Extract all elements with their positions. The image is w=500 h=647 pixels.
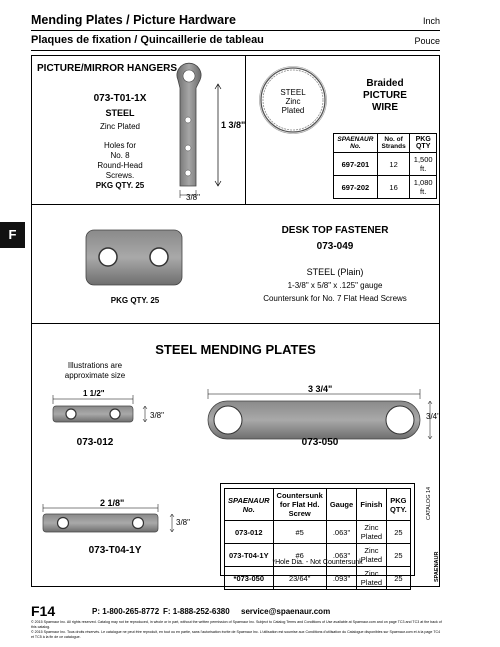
- mending-table: [224, 488, 411, 590]
- mending-cell: .063": [326, 521, 356, 544]
- table-row: [334, 176, 437, 199]
- wire-cell: 16: [377, 176, 410, 199]
- hangers-material: STEEL: [105, 108, 135, 118]
- header-rule-2: [31, 50, 440, 51]
- mending-th-gauge: Gauge: [326, 489, 356, 521]
- wire-th-strands: No. of Strands: [377, 134, 410, 153]
- table-row: [225, 567, 411, 590]
- mending-cell: 23/64": [273, 567, 326, 590]
- mending-cell: Zinc Plated: [357, 544, 387, 567]
- wire-coil-label: STEEL Zinc Plated: [280, 88, 306, 115]
- plate-012-drawing: [45, 392, 165, 437]
- mending-cell: Zinc Plated: [357, 567, 387, 590]
- mending-footnote: *Hole Dia. - Not Countersunk: [272, 559, 363, 566]
- hanger-dim-width: 3/8": [186, 193, 200, 202]
- footer-fax[interactable]: F: 1-888-252-6380: [163, 607, 230, 616]
- hanger-dim-height: 1 3/8": [221, 120, 246, 130]
- page-number: F14: [31, 603, 56, 619]
- page-title-en: Mending Plates / Picture Hardware: [31, 13, 236, 27]
- hangers-pkg-qty: PKG QTY. 25: [95, 181, 145, 190]
- desk-pkg-qty: PKG QTY. 25: [110, 296, 160, 305]
- table-row: [225, 521, 411, 544]
- hangers-finish: Zinc Plated: [99, 122, 141, 131]
- plate-050-drawing: [200, 387, 440, 442]
- page-title-fr: Plaques de fixation / Quincaillerie de tableau: [31, 34, 264, 46]
- unit-en: Inch: [422, 16, 440, 26]
- unit-fr: Pouce: [414, 36, 440, 46]
- plate-050-part: 073-050: [301, 437, 339, 448]
- plate-t04-part: 073-T04-1Y: [88, 545, 142, 556]
- plate-012-dim-w: 1 1/2": [83, 389, 105, 398]
- side-brand-text: SPAENAUR: [434, 551, 440, 582]
- plate-050-dim-w: 3 3/4": [308, 384, 333, 394]
- desk-heading: DESK TOP FASTENER: [281, 225, 389, 236]
- side-catalog-text: CATALOG 14: [426, 486, 432, 520]
- mending-cell: .093": [326, 567, 356, 590]
- divider-1: [31, 204, 440, 205]
- mending-cell: 073-T04-1Y: [225, 544, 274, 567]
- wire-th-no: SPAENAUR No.: [334, 134, 378, 153]
- wire-cell: 12: [377, 153, 410, 176]
- divider-2: [31, 323, 440, 324]
- plate-012-dim-h: 3/8": [150, 411, 164, 420]
- desk-note: Countersunk for No. 7 Flat Head Screws: [263, 294, 407, 303]
- hangers-note: Holes for No. 8 Round-Head Screws.: [97, 141, 143, 180]
- plate-012-part: 073-012: [76, 437, 114, 448]
- mending-heading: STEEL MENDING PLATES: [155, 342, 316, 357]
- mending-cell: 25: [386, 521, 410, 544]
- mending-cell: .063": [326, 544, 356, 567]
- wire-table-header: [334, 134, 437, 153]
- table-row: [334, 153, 437, 176]
- mending-cell: #5: [273, 521, 326, 544]
- footer-email[interactable]: service@spaenaur.com: [241, 607, 331, 616]
- mending-cell: #6: [273, 544, 326, 567]
- plate-t04-dim-w: 2 1/8": [100, 498, 125, 508]
- footer-legal: © 2015 Spaenaur Inc. All rights reserved. Catalog may not be reproduced, in whole or in part, without the written permission of Spaenaur Inc. Subject to Catalog Terms and Conditions of Use available at Spaenaur.com and on page TC3 and TC3 at the back of this catalog. © 2015 Spaenaur Inc. Tous droits réservés. Le catalogue ne peut être reproduit, en tout ou en partie, sans l'autorisation écrite de Spaenaur Inc. L'utilisation est soumise aux Conditions d'utilisation du Catalogue disponibles sur Spaenaur.com et à la page TC4 et TC5 à la fin de ce catalogue.: [31, 620, 442, 639]
- desk-part-number: 073-049: [316, 241, 354, 252]
- wire-th-pkg: PKG QTY: [410, 134, 437, 153]
- mending-th-finish: Finish: [357, 489, 387, 521]
- desk-material: STEEL (Plain): [306, 267, 364, 277]
- wire-cell: 697-201: [334, 153, 378, 176]
- mending-table-header: [225, 489, 411, 521]
- wire-cell: 697-202: [334, 176, 378, 199]
- hanger-drawing: [168, 58, 238, 204]
- wire-title: Braided PICTURE WIRE: [363, 78, 407, 113]
- header-rule-1: [31, 30, 440, 31]
- wire-cell: 1,500 ft.: [410, 153, 437, 176]
- wire-table: [333, 133, 437, 199]
- desk-size: 1-3/8" x 5/8" x .125" gauge: [287, 281, 383, 290]
- desk-fastener-drawing: [85, 228, 185, 288]
- footer-phone[interactable]: P: 1-800-265-8772: [92, 607, 160, 616]
- wire-cell: 1,080 ft.: [410, 176, 437, 199]
- mending-th-countersunk: Countersunk for Flat Hd. Screw: [273, 489, 326, 521]
- mending-cell: Zinc Plated: [357, 521, 387, 544]
- mending-cell: 25: [386, 544, 410, 567]
- mending-cell: 073-012: [225, 521, 274, 544]
- mending-cell: 25: [386, 567, 410, 590]
- mending-cell: *073-050: [225, 567, 274, 590]
- plate-t04-dim-h: 3/8": [176, 518, 190, 527]
- plate-050-dim-h: 3/4": [426, 412, 440, 421]
- mending-th-pkg: PKG QTY.: [386, 489, 410, 521]
- section-tab[interactable]: F: [0, 222, 25, 248]
- mending-th-no: SPAENAUR No.: [225, 489, 274, 521]
- mending-illus-note: Illustrations are approximate size: [64, 361, 126, 380]
- hangers-part-number: 073-T01-1X: [93, 93, 147, 104]
- hangers-heading: PICTURE/MIRROR HANGERS: [37, 63, 178, 74]
